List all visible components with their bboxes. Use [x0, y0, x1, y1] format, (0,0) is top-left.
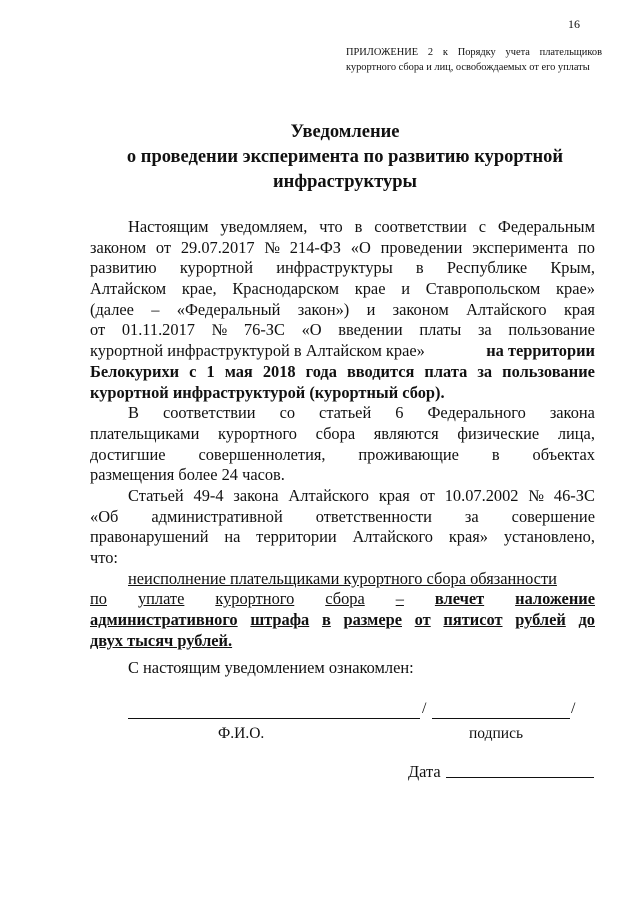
text-line: [90, 238, 595, 259]
separator-slash: /: [422, 700, 427, 717]
text-line: [90, 300, 595, 321]
word: за: [464, 506, 479, 526]
word: платы: [419, 320, 462, 340]
word: наложение: [515, 589, 595, 609]
word: штрафа: [250, 610, 310, 630]
word: размере: [343, 610, 402, 630]
word: Статьей: [128, 485, 184, 505]
word: закон»): [297, 299, 350, 319]
underlined-text-line: [90, 569, 595, 590]
word: совершеннолетия,: [198, 444, 326, 464]
word: мая: [224, 361, 253, 381]
word: Алтайском: [90, 279, 167, 299]
word: уведомляем,: [220, 217, 308, 236]
word: (далее: [90, 299, 134, 319]
word: 2018: [262, 361, 296, 381]
text-line: [90, 403, 595, 424]
text-segment: двух тысяч рублей.: [90, 630, 233, 650]
page-number: 16: [568, 17, 580, 31]
signature-row: [128, 700, 598, 720]
word: Ставропольском: [425, 279, 541, 299]
title-line: Уведомление: [290, 122, 400, 142]
text-segment: размещения более 24 часов.: [90, 465, 285, 485]
word: сбора: [315, 423, 356, 443]
bold-text-line: [90, 383, 595, 404]
bold-underlined-text-line: [90, 631, 595, 652]
word: инфраструктуры: [276, 258, 393, 278]
word: вводится: [346, 361, 415, 381]
word: края: [563, 299, 595, 319]
document-title: [70, 120, 620, 195]
word: в: [354, 217, 363, 236]
text-line: [90, 445, 595, 466]
text-line: [90, 486, 595, 507]
word: рублей: [515, 610, 566, 630]
word: 10.07.2002: [444, 485, 519, 505]
word: «Об: [90, 506, 119, 526]
date-label: Дата: [408, 762, 441, 781]
word: 214-ФЗ: [289, 237, 342, 257]
word: законом: [392, 299, 449, 319]
date-line: [446, 777, 594, 778]
word: статьей: [319, 403, 372, 423]
word: №: [264, 237, 281, 257]
word: лица,: [557, 423, 595, 443]
word: года: [305, 361, 337, 381]
word: являются: [373, 423, 439, 443]
word: и: [401, 279, 410, 299]
word: соответствии: [162, 403, 256, 423]
text-line: [90, 279, 595, 300]
word: с: [189, 361, 197, 381]
word: «Федеральный: [176, 299, 281, 319]
word: по: [577, 237, 595, 257]
word: установлено,: [503, 527, 595, 547]
word: Алтайского: [466, 299, 547, 319]
notice-body: [90, 217, 595, 651]
word: введении: [338, 320, 403, 340]
word: сбора: [325, 589, 365, 609]
title-line: инфраструктуры: [273, 172, 417, 192]
word: в: [321, 610, 331, 630]
word: проживающие: [358, 444, 459, 464]
word: проведении: [380, 237, 463, 257]
word: 29.07.2017: [180, 237, 255, 257]
word: Настоящим: [128, 217, 209, 236]
word: 1: [206, 361, 215, 381]
word: от: [155, 237, 172, 257]
word: за: [477, 320, 492, 340]
signature-label: подпись: [469, 725, 524, 742]
word: в: [491, 444, 500, 464]
word: до: [578, 610, 595, 630]
word: на: [224, 527, 241, 547]
word: закона: [549, 403, 595, 423]
word: Республике: [446, 258, 528, 278]
acquaintance-statement: С настоящим уведомлением ознакомлен:: [128, 658, 414, 677]
text-line: [90, 320, 595, 341]
word: административной: [151, 506, 283, 526]
word: курортного: [215, 589, 295, 609]
word: №: [211, 320, 228, 340]
word: В: [128, 403, 139, 423]
word: –: [395, 589, 404, 609]
appendix-note: ПРИЛОЖЕНИЕ 2 к Порядку учета плательщиков курортного сбора и лиц, освобождаемых от его уплаты: [346, 47, 602, 73]
word: Алтайского: [288, 485, 369, 505]
word: пятисот: [443, 610, 503, 630]
word: Алтайского: [352, 527, 434, 547]
word: пользование: [502, 361, 595, 381]
fio-label: Ф.И.О.: [218, 725, 265, 742]
bold-text-line: [90, 362, 595, 383]
word: Краснодарском: [232, 279, 340, 299]
word: Белокурихи: [90, 361, 180, 381]
word: 46-ЗС: [553, 485, 595, 505]
word: крае,: [181, 279, 217, 299]
word: 01.11.2017: [121, 320, 195, 340]
bold-text-segment: на территории: [486, 341, 595, 361]
text-line: [90, 465, 595, 486]
word: физические: [457, 423, 540, 443]
text-segment: курортной инфраструктурой (курортный сбор).: [90, 382, 445, 402]
word: со: [279, 403, 296, 423]
word: за: [477, 361, 493, 381]
word: от: [419, 485, 435, 505]
text-line: [90, 548, 595, 569]
word: края: [378, 485, 410, 505]
bold-underlined-text-line: [90, 610, 595, 631]
word: 76-ЗС: [243, 320, 285, 340]
word: соответствии: [374, 217, 467, 236]
text-line: [90, 507, 595, 528]
word: от: [414, 610, 431, 630]
text-line: [90, 341, 595, 362]
word: объектах: [532, 444, 595, 464]
word: крае: [354, 279, 386, 299]
word: Федерального: [427, 403, 526, 423]
word: крае»: [556, 279, 595, 299]
word: эксперимента: [472, 237, 569, 257]
word: закона: [233, 485, 279, 505]
word: достигшие: [90, 444, 166, 464]
text-line: [90, 217, 595, 238]
word: что: [319, 217, 343, 236]
word: ответственности: [315, 506, 432, 526]
text-segment: что:: [90, 548, 118, 567]
word: в: [415, 258, 424, 278]
text-line: [90, 527, 595, 548]
text-segment: курортной инфраструктурой в Алтайском крае»: [90, 341, 425, 361]
signature-line: [432, 718, 570, 719]
word: курортной: [179, 258, 254, 278]
word: Федеральным: [497, 217, 595, 236]
text-line: [90, 258, 595, 279]
word: развитию: [90, 258, 157, 278]
word: правонарушений: [90, 527, 209, 547]
word: курортного: [218, 423, 297, 443]
separator-slash: /: [571, 700, 576, 717]
word: –: [151, 299, 160, 319]
word: с: [478, 217, 486, 236]
word: 6: [395, 403, 404, 423]
word: уплате: [137, 589, 185, 609]
word: края»: [448, 527, 488, 547]
word: «О: [350, 237, 371, 257]
word: по: [90, 589, 107, 609]
word: №: [528, 485, 545, 505]
word: административного: [90, 610, 238, 630]
word: совершение: [511, 506, 595, 526]
title-line: о проведении эксперимента по развитию курортной: [126, 147, 564, 167]
word: «О: [301, 320, 322, 340]
word: 49-4: [193, 485, 224, 505]
text-segment: неисполнение плательщиками курортного сбора обязанности: [128, 568, 557, 588]
word: плата: [424, 361, 468, 381]
word: и: [366, 299, 376, 319]
name-signature-line: [128, 718, 420, 719]
word: влечет: [434, 589, 485, 609]
word: Крым,: [550, 258, 595, 278]
word: пользование: [508, 320, 595, 340]
word: законом: [90, 237, 147, 257]
word: плательщиками: [90, 423, 200, 443]
underlined-text-line: [90, 589, 595, 610]
word: от: [90, 320, 106, 340]
text-line: [90, 424, 595, 445]
word: территории: [256, 527, 337, 547]
